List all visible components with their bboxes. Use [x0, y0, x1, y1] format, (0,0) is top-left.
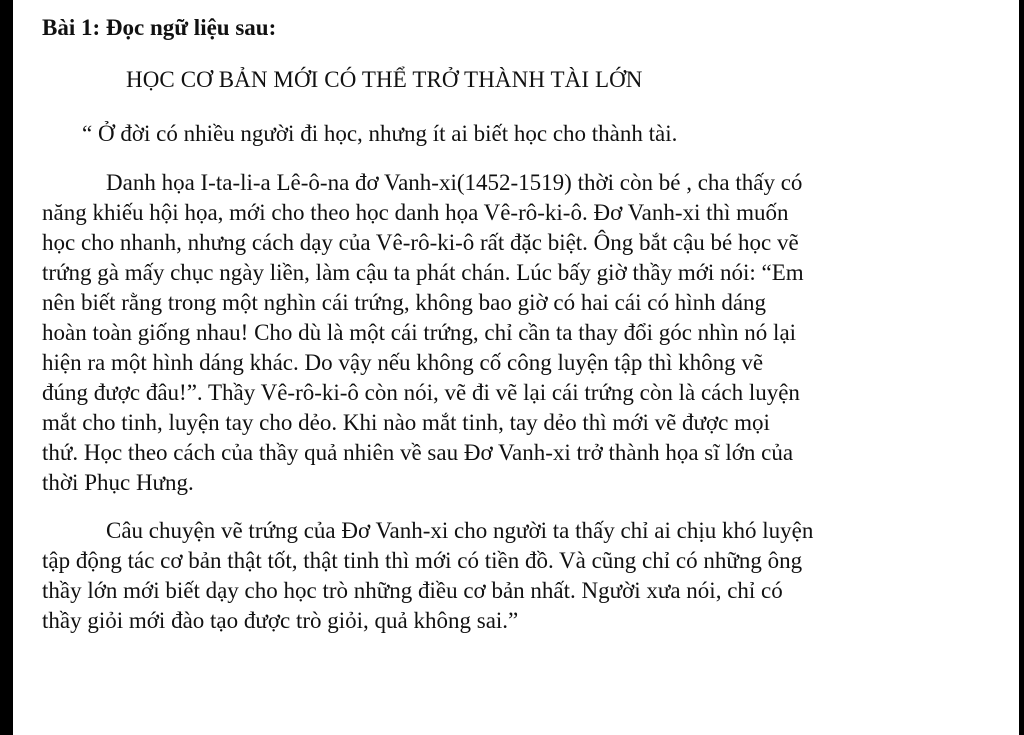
paragraph-1-line: Danh họa I-ta-li-a Lê-ô-na đơ Vanh-xi(1452-1519) thời còn bé , cha thấy có — [106, 170, 803, 195]
paragraph-2-line: thầy lớn mới biết dạy cho học trò những điều cơ bản nhất. Người xưa nói, chỉ có — [42, 578, 783, 603]
paragraph-1-line: thứ. Học theo cách của thầy quả nhiên về sau Đơ Vanh-xi trở thành họa sĩ lớn của — [42, 440, 794, 465]
paragraph-2-line: tập động tác cơ bản thật tốt, thật tinh thì mới có tiền đồ. Và cũng chỉ có những ông — [42, 548, 803, 573]
paragraph-2-line: Câu chuyện vẽ trứng của Đơ Vanh-xi cho người ta thấy chỉ ai chịu khó luyện — [106, 518, 814, 543]
opening-quote: “ Ở đời có nhiều người đi học, nhưng ít ai biết học cho thành tài. — [82, 121, 678, 146]
paragraph-1 — [42, 168, 997, 498]
paragraph-1-line: hoàn toàn giống nhau! Cho dù là một cái trứng, chỉ cần ta thay đổi góc nhìn nó lại — [42, 320, 797, 345]
paragraph-2-line: thầy giỏi mới đào tạo được trò giỏi, quả không sai.” — [42, 608, 519, 633]
document-content — [42, 12, 997, 636]
paragraph-1-line: hiện ra một hình dáng khác. Do vậy nếu không cố công luyện tập thì không vẽ — [42, 350, 764, 375]
left-border-bar — [0, 0, 13, 735]
paragraph-1-line: nên biết rằng trong một nghìn cái trứng, không bao giờ có hai cái có hình dáng — [42, 290, 767, 315]
paragraph-1-line: học cho nhanh, nhưng cách dạy của Vê-rô-ki-ô rất đặc biệt. Ông bắt cậu bé học vẽ — [42, 230, 799, 255]
right-border-bar — [1019, 0, 1024, 735]
exercise-heading: Bài 1: Đọc ngữ liệu sau: — [42, 15, 277, 40]
paragraph-1-line: đúng được đâu!”. Thầy Vê-rô-ki-ô còn nói, vẽ đi vẽ lại cái trứng còn là cách luyện — [42, 380, 800, 405]
paragraph-2 — [42, 516, 997, 636]
paragraph-1-line: trứng gà mấy chục ngày liền, làm cậu ta phát chán. Lúc bấy giờ thầy mới nói: “Em — [42, 260, 804, 285]
paragraph-1-line: mắt cho tinh, luyện tay cho dẻo. Khi nào mắt tinh, tay dẻo thì mới vẽ được mọi — [42, 410, 770, 435]
paragraph-1-line: năng khiếu hội họa, mới cho theo học danh họa Vê-rô-ki-ô. Đơ Vanh-xi thì muốn — [42, 200, 789, 225]
passage-title: HỌC CƠ BẢN MỚI CÓ THỂ TRỞ THÀNH TÀI LỚN — [126, 67, 643, 92]
paragraph-1-line: thời Phục Hưng. — [42, 470, 194, 495]
